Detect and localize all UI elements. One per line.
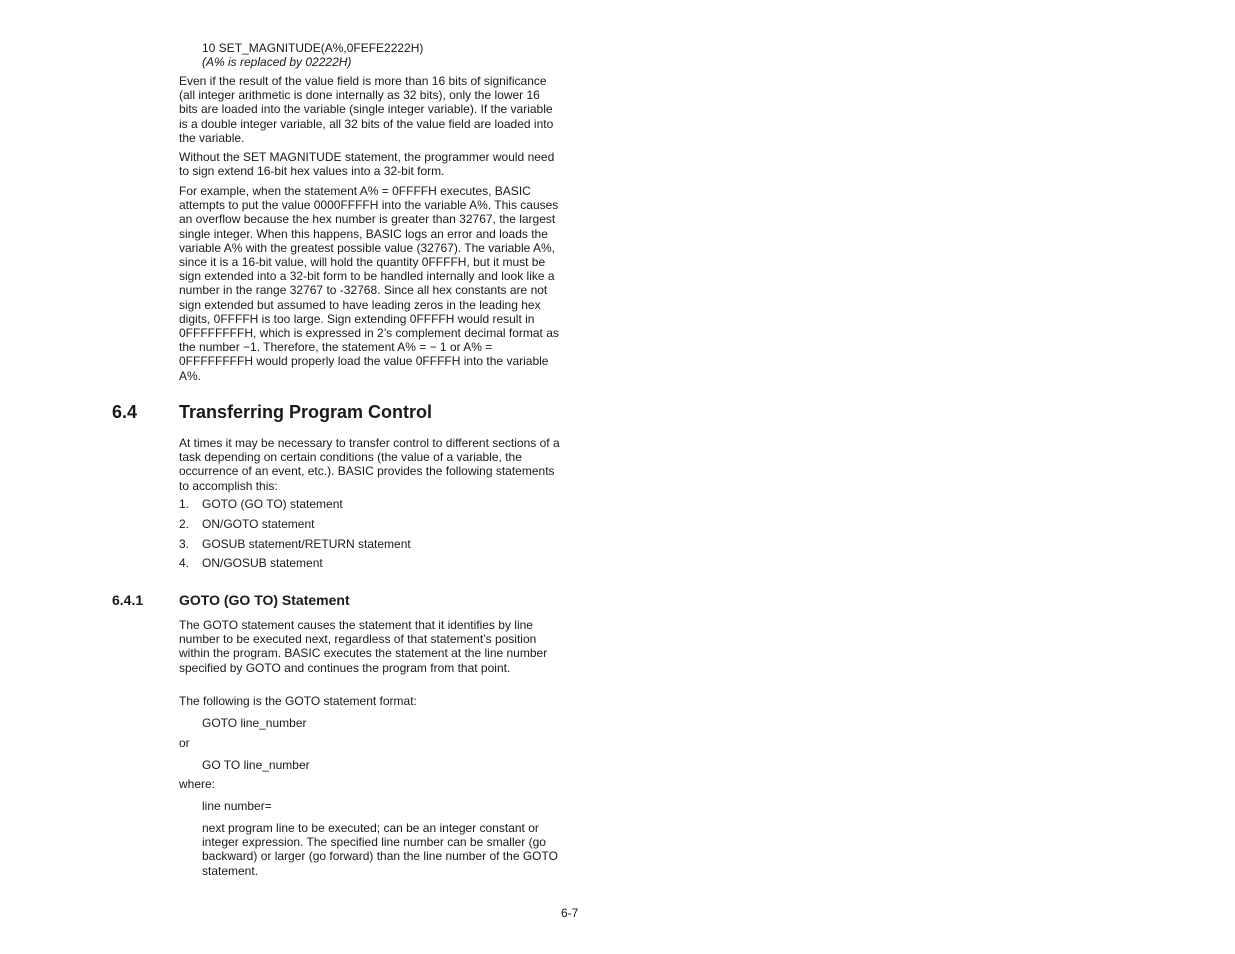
where-label: where: [179, 777, 216, 791]
list-item-number: 2. [179, 517, 190, 531]
term-definition: next program line to be executed; can be an integer constant or integer expression. The specified line number can be smaller (go backward) or larger (go forward) than the line number of the GOTO statement. [202, 821, 558, 878]
term-line-number: line number= [202, 799, 272, 813]
section-intro: At times it may be necessary to transfer control to different sections of a task depending on certain conditions (the value of a variable, the occurrence of an event, etc.). BASIC provides the following statements to accomplish this: [179, 436, 560, 493]
list-item-number: 3. [179, 537, 190, 551]
paragraph-sign-extend: Without the SET MAGNITUDE statement, the programmer would need to sign extend 16-bit hex values into a 32-bit form. [179, 150, 555, 179]
format-intro: The following is the GOTO statement format: [179, 694, 417, 708]
list-item: ON/GOTO statement [202, 517, 315, 531]
subsection-number: 6.4.1 [112, 592, 144, 608]
code-line: 10 SET_MAGNITUDE(A%,0FEFE2222H) [202, 41, 424, 55]
format-or: or [179, 736, 190, 750]
goto-description: The GOTO statement causes the statement that it identifies by line number to be executed next, regardless of that statement’s position within the program. BASIC executes the statement at the line number specified by GOTO and continues the program from that point. [179, 618, 548, 675]
section-number: 6.4 [112, 402, 138, 422]
format-goto: GOTO line_number [202, 716, 307, 730]
list-item: GOSUB statement/RETURN statement [202, 537, 411, 551]
paragraph-example: For example, when the statement A% = 0FFFFH executes, BASIC attempts to put the value 0000FFFFH into the variable A%. This causes an overflow because the hex number is greater than 32767, the largest single integer. When this happens, BASIC logs an error and loads the variable A% with the greatest possible value (32767). The variable A%, since it is a 16-bit value, will hold the quantity 0FFFFH, but it must be sign extended into a 32-bit form to be handled internally and look like a number in the range 32767 to -32768. Since all hex constants are not sign extended but assumed to have leading zeros in the leading hex digits, 0FFFFH is too large. Sign extending 0FFFFH would result in 0FFFFFFFFH, which is expressed in 2’s complement decimal format as the number −1. Therefore, the statement A% = − 1 or A% = 0FFFFFFFFH would properly load the value 0FFFFH into the variable A%. [179, 184, 559, 383]
section-title: Transferring Program Control [179, 402, 433, 422]
format-go-to: GO TO line_number [202, 758, 310, 772]
paragraph-value-field: Even if the result of the value field is more than 16 bits of significance (all integer arithmetic is done internally as 32 bits), only the lower 16 bits are loaded into the variable (single integer variable). If the variable is a double integer variable, all 32 bits of the value field are loaded into the variable. [179, 74, 554, 145]
page-number: 6-7 [561, 906, 579, 920]
list-item-number: 4. [179, 556, 190, 570]
list-item: GOTO (GO TO) statement [202, 497, 343, 511]
subsection-title: GOTO (GO TO) Statement [179, 592, 350, 608]
code-note: (A% is replaced by 02222H) [202, 55, 352, 69]
list-item-number: 1. [179, 497, 190, 511]
list-item: ON/GOSUB statement [202, 556, 323, 570]
